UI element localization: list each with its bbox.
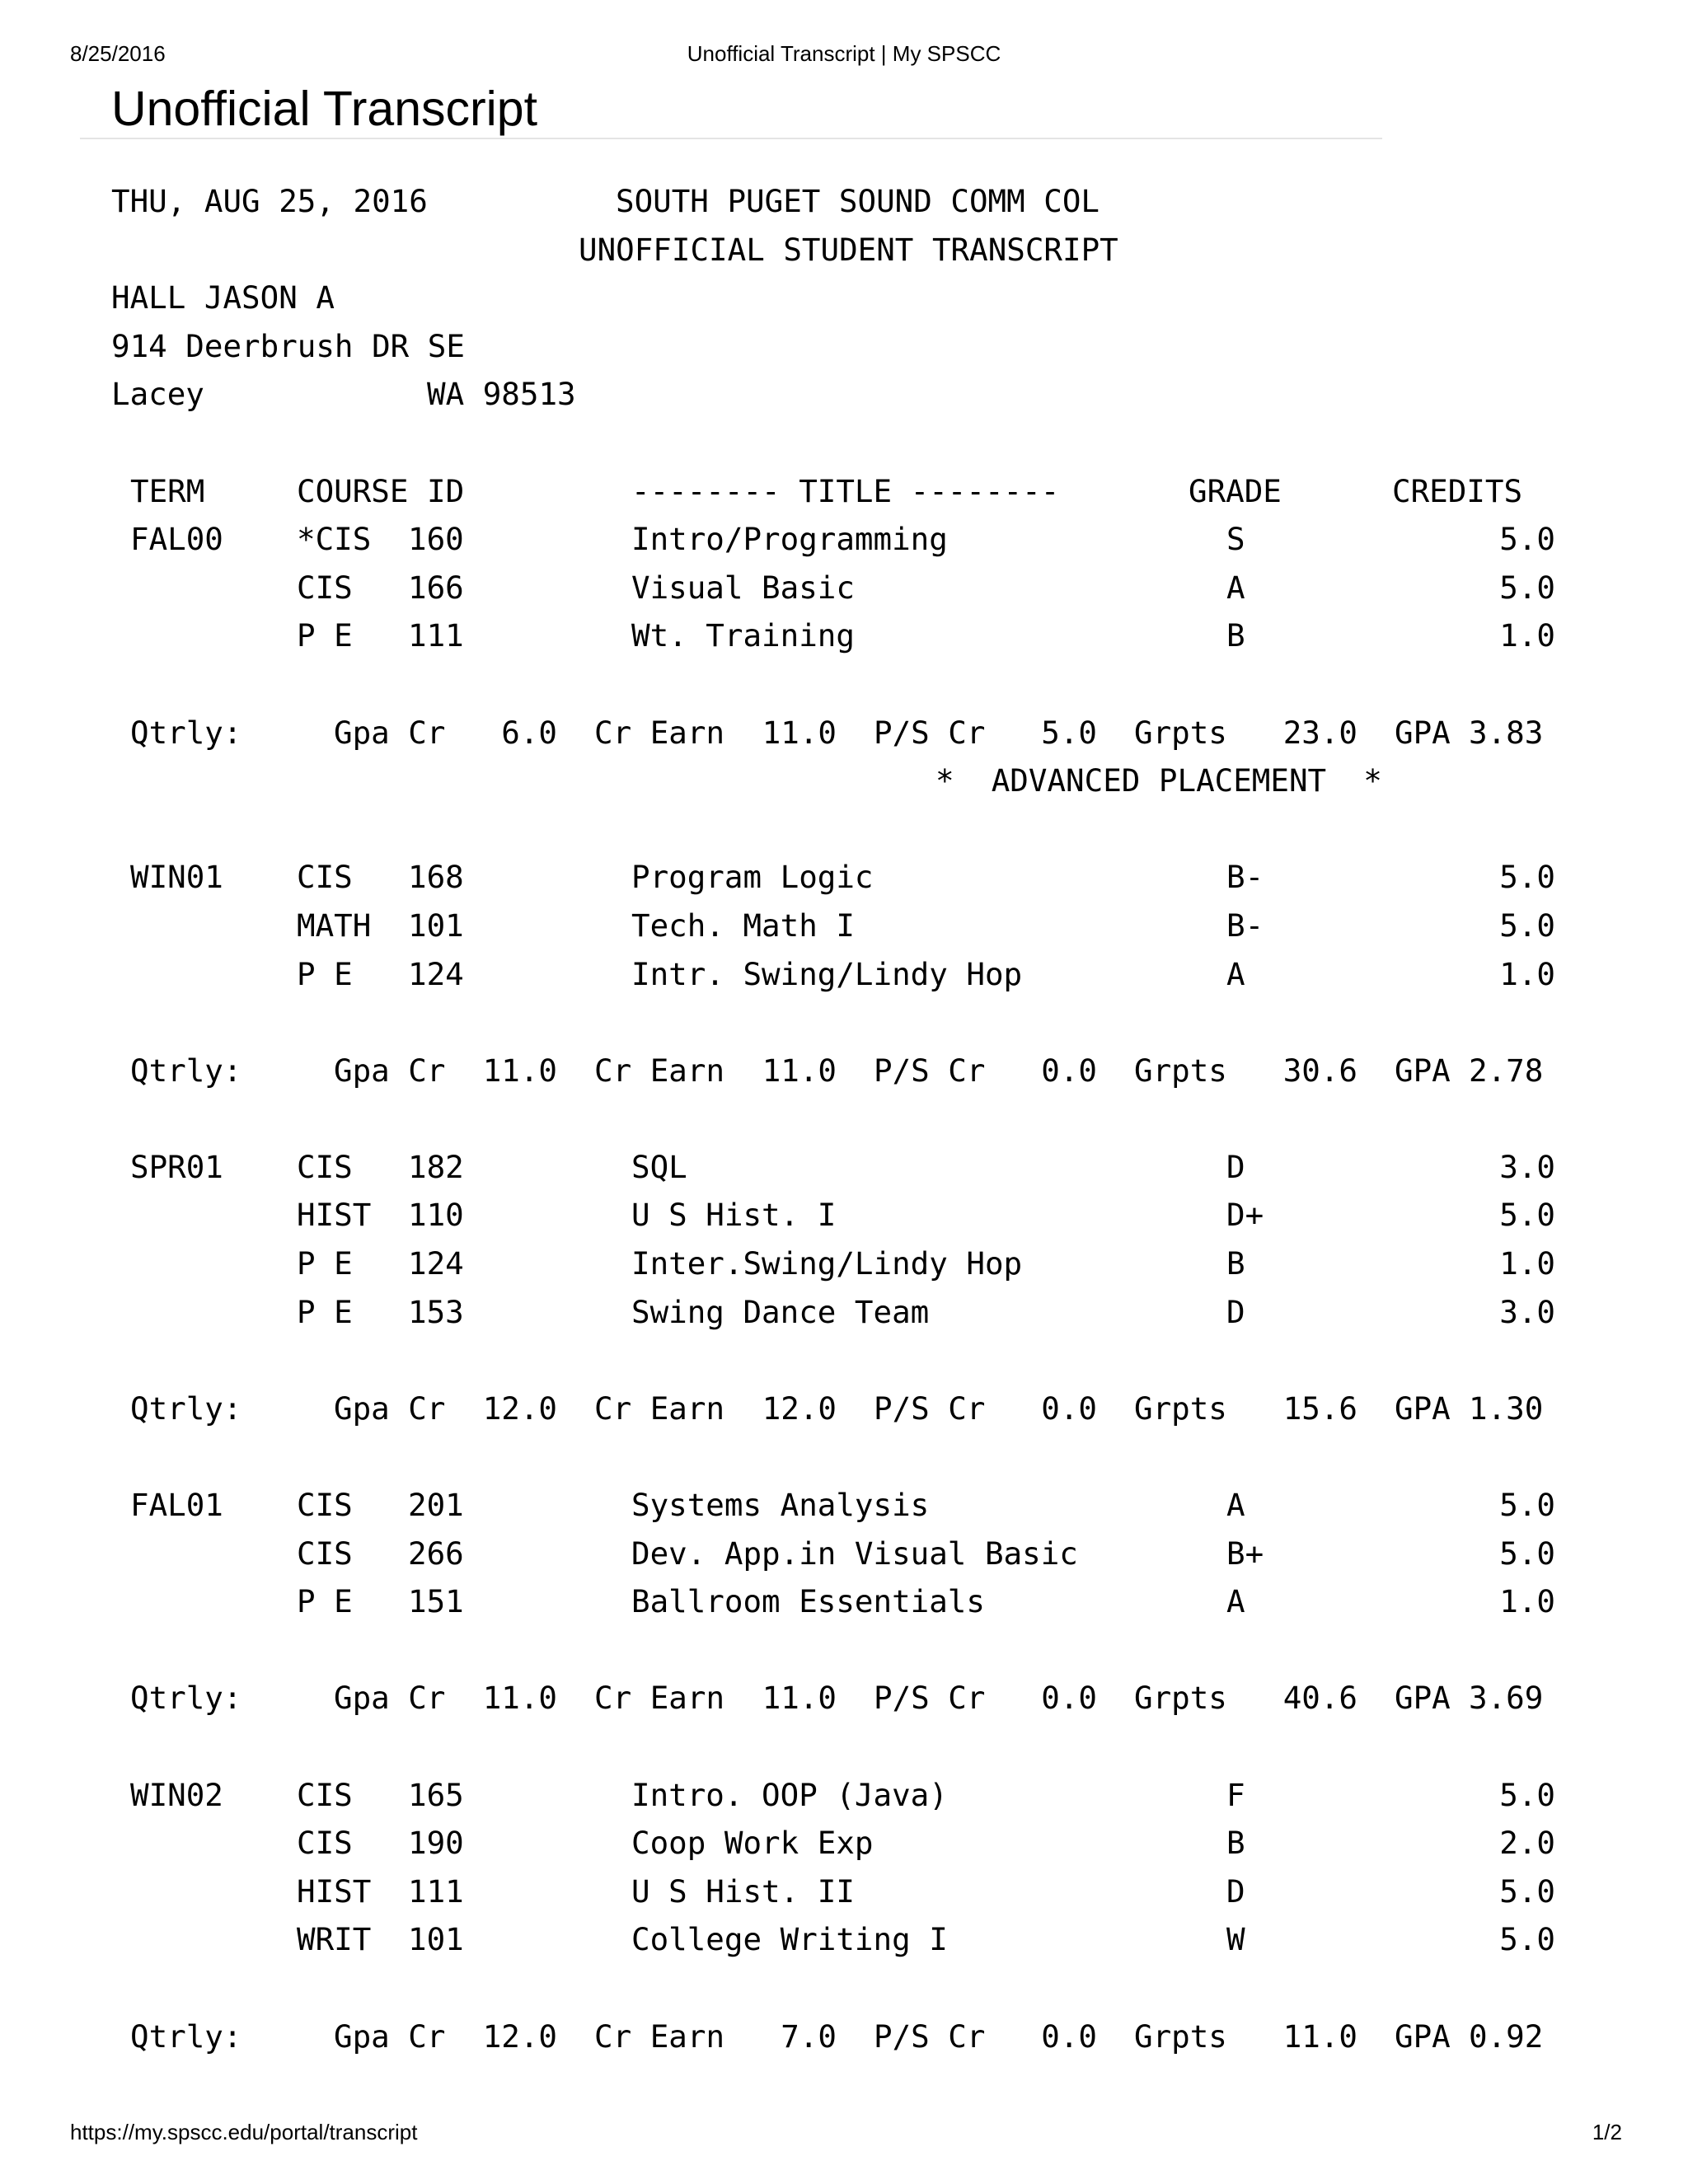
ps-cr-label: P/S Cr [874,1680,986,1717]
course-dept: WRIT [297,1921,372,1958]
course-grade: A [1226,569,1245,606]
transcript-body [111,177,1595,2060]
grpts-label: Grpts [1134,2018,1227,2055]
quarterly-summary-row [111,2013,1595,2061]
course-row [111,902,1595,950]
course-row [111,950,1595,999]
course-title: Ballroom Essentials [631,1583,985,1620]
course-number: 201 [408,1487,464,1524]
gpa-label: GPA [1395,1052,1451,1089]
course-dept: P E [297,1245,353,1282]
course-dept: CIS [297,569,353,606]
course-credits: 1.0 [1499,955,1555,992]
ps-cr-value: 0.0 [1041,1052,1097,1089]
course-grade: A [1226,1583,1245,1620]
course-row [111,1288,1595,1337]
col-title-header: -------- TITLE -------- [631,472,1060,509]
header-line-1 [111,177,1595,226]
gpa-label: GPA [1395,1680,1451,1717]
course-grade: F [1226,1776,1245,1813]
course-dept: CIS [297,1776,353,1813]
ps-cr-value: 0.0 [1041,2018,1097,2055]
student-state-zip: WA 98513 [427,376,576,413]
grpts-value: 40.6 [1282,1680,1357,1717]
course-grade: A [1226,955,1245,992]
course-title: Program Logic [631,859,874,896]
course-credits: 5.0 [1499,1487,1555,1524]
term-code: SPR01 [130,1148,223,1185]
gpa-value: 3.69 [1469,1680,1544,1717]
cr-earn-value: 7.0 [781,2018,837,2055]
course-number: 151 [408,1583,464,1620]
grpts-value: 11.0 [1282,2018,1357,2055]
gpa-label: GPA [1395,2018,1451,2055]
course-credits: 5.0 [1499,1872,1555,1910]
course-number: 165 [408,1776,464,1813]
col-grade-header: GRADE [1189,472,1282,509]
blank-line [111,1094,1595,1143]
course-row [111,1191,1595,1240]
term-code: WIN02 [130,1776,223,1813]
course-grade: D [1226,1148,1245,1185]
course-number: 111 [408,617,464,654]
term-code: FAL01 [130,1487,223,1524]
course-row [111,1771,1595,1820]
cr-earn-label: Cr Earn [594,714,725,751]
blank-line [111,998,1595,1047]
course-credits: 1.0 [1499,1245,1555,1282]
course-dept: P E [297,617,353,654]
course-credits: 1.0 [1499,1583,1555,1620]
blank-line [111,1432,1595,1481]
transcript-doc-title: UNOFFICIAL STUDENT TRANSCRIPT [579,231,1118,268]
student-address-line [111,322,1595,371]
gpa-cr-label: Gpa Cr [334,1680,446,1717]
course-number: 182 [408,1148,464,1185]
cr-earn-value: 12.0 [762,1390,837,1427]
course-credits: 5.0 [1499,1197,1555,1234]
blank-line [111,1722,1595,1771]
course-title: Intr. Swing/Lindy Hop [631,955,1023,992]
course-number: 101 [408,1921,464,1958]
course-number: 168 [408,859,464,896]
header-line-2 [111,226,1595,274]
blank-line [111,1336,1595,1385]
course-title: Coop Work Exp [631,1825,874,1862]
college-name: SOUTH PUGET SOUND COMM COL [616,183,1100,219]
grpts-value: 30.6 [1282,1052,1357,1089]
course-grade: B- [1226,859,1264,896]
course-dept: P E [297,1583,353,1620]
course-dept: CIS [297,1825,353,1862]
print-header [0,41,1688,69]
course-row [111,612,1595,660]
course-credits: 5.0 [1499,907,1555,944]
course-row [111,853,1595,902]
course-number: 166 [408,569,464,606]
gpa-cr-label: Gpa Cr [334,1052,446,1089]
grpts-value: 23.0 [1282,714,1357,751]
course-dept: P E [297,1293,353,1330]
qtrly-label: Qtrly: [130,714,242,751]
col-term-header: TERM [130,472,205,509]
course-title: Swing Dance Team [631,1293,930,1330]
gpa-cr-label: Gpa Cr [334,1390,446,1427]
course-number: 160 [408,521,464,558]
course-row [111,1530,1595,1578]
ps-cr-value: 5.0 [1041,714,1097,751]
print-url: https://my.spscc.edu/portal/transcript [70,2120,418,2144]
grpts-label: Grpts [1134,1390,1227,1427]
gpa-cr-value: 6.0 [501,714,557,751]
course-number: 111 [408,1872,464,1910]
quarterly-summary-row [111,1674,1595,1722]
course-title: U S Hist. I [631,1197,837,1234]
student-city: Lacey [111,376,204,413]
ps-cr-label: P/S Cr [874,1052,986,1089]
student-city-line [111,370,1595,419]
term-code: WIN01 [130,859,223,896]
course-row [111,1915,1595,1964]
qtrly-label: Qtrly: [130,1052,242,1089]
course-grade: A [1226,1487,1245,1524]
course-row [111,1868,1595,1916]
cr-earn-label: Cr Earn [594,1052,725,1089]
course-grade: B- [1226,907,1264,944]
course-row [111,564,1595,612]
course-title: Visual Basic [631,569,855,606]
cr-earn-value: 11.0 [762,714,837,751]
gpa-label: GPA [1395,1390,1451,1427]
gpa-cr-value: 12.0 [482,2018,557,2055]
gpa-cr-label: Gpa Cr [334,714,446,751]
print-page-title: Unofficial Transcript | My SPSCC [687,41,1001,66]
blank-line [111,660,1595,709]
grpts-label: Grpts [1134,714,1227,751]
course-number: 124 [408,955,464,992]
gpa-value: 1.30 [1469,1390,1544,1427]
transcript-date: THU, AUG 25, 2016 [111,183,428,219]
course-dept: CIS [297,1148,353,1185]
course-grade: W [1226,1921,1245,1958]
course-title: Tech. Math I [631,907,855,944]
course-title: SQL [631,1148,687,1185]
print-page-number: 1/2 [1592,2120,1622,2144]
course-title: Dev. App.in Visual Basic [631,1535,1078,1572]
gpa-cr-value: 11.0 [482,1680,557,1717]
course-credits: 5.0 [1499,859,1555,896]
cr-earn-label: Cr Earn [594,1390,725,1427]
course-row [111,1240,1595,1288]
course-number: 153 [408,1293,464,1330]
course-title: Inter.Swing/Lindy Hop [631,1245,1023,1282]
course-credits: 2.0 [1499,1825,1555,1862]
course-grade: D [1226,1872,1245,1910]
col-course-id-header: COURSE ID [297,472,465,509]
ps-cr-value: 0.0 [1041,1390,1097,1427]
course-grade: D [1226,1293,1245,1330]
course-credits: 5.0 [1499,1921,1555,1958]
course-dept: HIST [297,1197,372,1234]
course-title: Intro. OOP (Java) [631,1776,948,1813]
course-dept: *CIS [297,521,372,558]
blank-line [111,1626,1595,1675]
qtrly-label: Qtrly: [130,2018,242,2055]
ps-cr-label: P/S Cr [874,2018,986,2055]
quarterly-summary-row [111,1385,1595,1433]
course-number: 110 [408,1197,464,1234]
gpa-cr-value: 11.0 [482,1052,557,1089]
course-grade: D+ [1226,1197,1264,1234]
course-credits: 5.0 [1499,1776,1555,1813]
quarterly-summary-row [111,709,1595,757]
course-credits: 1.0 [1499,617,1555,654]
grpts-label: Grpts [1134,1052,1227,1089]
gpa-cr-value: 12.0 [482,1390,557,1427]
course-row [111,1481,1595,1530]
course-number: 190 [408,1825,464,1862]
grpts-label: Grpts [1134,1680,1227,1717]
gpa-label: GPA [1395,714,1451,751]
course-number: 266 [408,1535,464,1572]
blank-line [111,1964,1595,2013]
course-title: College Writing I [631,1921,948,1958]
cr-earn-label: Cr Earn [594,2018,725,2055]
course-grade: B [1226,1245,1245,1282]
course-dept: CIS [297,1487,353,1524]
course-dept: P E [297,955,353,992]
course-credits: 5.0 [1499,569,1555,606]
course-credits: 3.0 [1499,1148,1555,1185]
blank-line [111,805,1595,854]
course-title: Systems Analysis [631,1487,930,1524]
course-credits: 3.0 [1499,1293,1555,1330]
blank-line [111,419,1595,467]
cr-earn-label: Cr Earn [594,1680,725,1717]
gpa-value: 0.92 [1469,2018,1544,2055]
course-dept: MATH [297,907,372,944]
title-divider [80,138,1382,139]
course-number: 124 [408,1245,464,1282]
print-date: 8/25/2016 [70,41,166,66]
print-footer [0,2120,1688,2148]
course-dept: CIS [297,859,353,896]
qtrly-label: Qtrly: [130,1390,242,1427]
course-number: 101 [408,907,464,944]
advanced-placement-note: * ADVANCED PLACEMENT * [935,762,1382,799]
course-title: Intro/Programming [631,521,948,558]
course-grade: B [1226,1825,1245,1862]
gpa-cr-label: Gpa Cr [334,2018,446,2055]
cr-earn-value: 11.0 [762,1052,837,1089]
terms-container [111,515,1595,2060]
grpts-value: 15.6 [1282,1390,1357,1427]
course-grade: B+ [1226,1535,1264,1572]
cr-earn-value: 11.0 [762,1680,837,1717]
course-row [111,1577,1595,1626]
page-title: Unofficial Transcript [111,82,537,136]
column-header-row [111,467,1595,516]
term-note-row [111,757,1595,805]
course-credits: 5.0 [1499,1535,1555,1572]
ps-cr-label: P/S Cr [874,1390,986,1427]
course-row [111,1819,1595,1868]
ps-cr-label: P/S Cr [874,714,986,751]
gpa-value: 2.78 [1469,1052,1544,1089]
course-dept: HIST [297,1872,372,1910]
course-title: Wt. Training [631,617,855,654]
quarterly-summary-row [111,1047,1595,1095]
qtrly-label: Qtrly: [130,1680,242,1717]
course-grade: B [1226,617,1245,654]
gpa-value: 3.83 [1469,714,1544,751]
student-name: HALL JASON A [111,279,335,316]
course-title: U S Hist. II [631,1872,855,1910]
term-code: FAL00 [130,521,223,558]
course-grade: S [1226,521,1245,558]
ps-cr-value: 0.0 [1041,1680,1097,1717]
course-dept: CIS [297,1535,353,1572]
course-row [111,515,1595,564]
course-row [111,1143,1595,1192]
student-address: 914 Deerbrush DR SE [111,327,465,364]
student-name-line [111,274,1595,322]
col-credits-header: CREDITS [1392,472,1523,509]
course-credits: 5.0 [1499,521,1555,558]
